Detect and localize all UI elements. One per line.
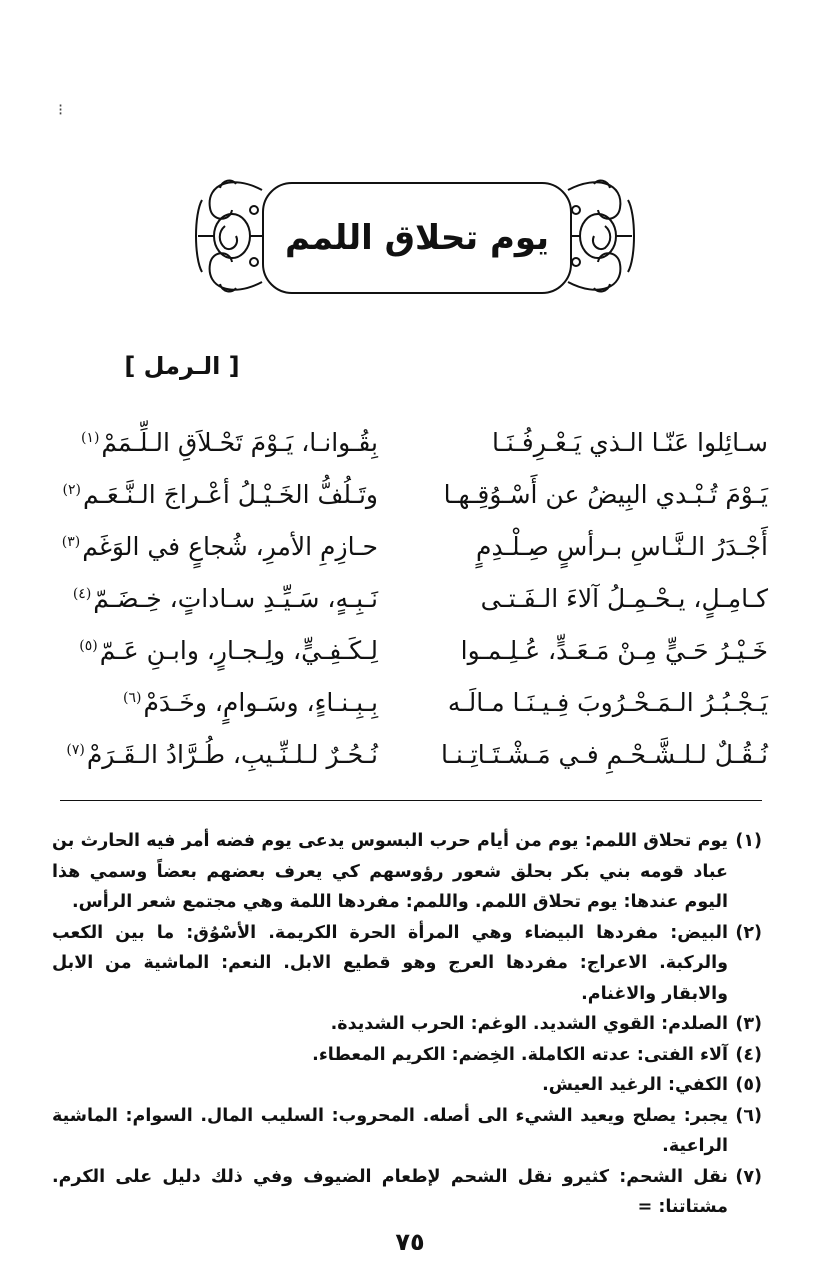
verse [48, 532, 768, 584]
footnote-text: الصلدم: القوي الشديد. الوغم: الحرب الشديدة. [330, 1014, 728, 1034]
verse-first-hemistich: يَـجْـبُـرُ الـمَـحْـرُوبَ فِـيـنَـا مـالَـه [447, 688, 768, 717]
footnote-text: نقل الشحم: كثيرو نقل الشحم لإطعام الضيوف وفي ذلك دليل على الكرم. مشتاتنا: = [52, 1166, 728, 1217]
hemistich-text: نَـبِـهٍ، سَـيِّـدِ سـاداتٍ، خِـضَـمّ [93, 584, 378, 613]
hemistich-text: لِـكَـفِـيٍّ، ولِـجـارٍ، وابـنِ عَـمّ [99, 636, 378, 665]
footnote-text: الكفي: الرغيد العيش. [542, 1075, 728, 1095]
verse [48, 584, 768, 636]
verse-first-hemistich: سـائِلوا عَنّـا الـذي يَـعْـرِفُـنَـا [491, 428, 768, 457]
verse [48, 428, 768, 480]
verse-second-hemistich [48, 584, 378, 613]
verse-second-hemistich [48, 532, 378, 561]
footnote-text: يجبر: يصلح ويعيد الشيء الى أصله. المحروب: السليب المال. السوام: الماشية الراعية. [52, 1105, 728, 1156]
verse [48, 688, 768, 740]
footnote-marker: (١) [80, 429, 100, 446]
hemistich-text: بِـبِـنـاءٍ، وسَـوامٍ، وخَـدَمْ [143, 688, 378, 717]
footnote-marker: (٥) [79, 637, 98, 654]
footnote-marker: (٧) [66, 741, 85, 758]
footnote-text: يوم تحلاق اللمم: يوم من أيام حرب البسوس يدعى يوم فضه أمر فيه الحارث بن عباد قومه بني بكر بحلق شعور رؤوسهم كي يعرف بعضهم بعضاً وسمي هذا اليوم عندها: يوم تحلاق اللمم. واللمم: مفردها اللمة وهي مجتمع شعر الرأس. [52, 831, 728, 912]
footnote-divider [60, 800, 762, 801]
footnote-marker: (٢) [62, 481, 81, 498]
hemistich-text: وتَـلُفُّ الخَـيْـلُ أعْـراجَ الـنَّـعَـم [82, 480, 378, 509]
verse-second-hemistich [48, 636, 378, 665]
footnote-marker: (٦) [122, 689, 142, 706]
footnote-marker: (٤) [72, 585, 92, 602]
poem-title: يوم تحلاق اللمم [285, 218, 549, 258]
page-number: ٧٥ [395, 1228, 425, 1256]
footnote [52, 918, 762, 1010]
footnote-number: (٣) [735, 1014, 762, 1034]
footnote-number: (٢) [735, 922, 762, 943]
footnote [52, 1040, 762, 1071]
left-ornament-icon [192, 170, 272, 302]
footnote [52, 1009, 762, 1040]
footnote-number: (٤) [735, 1044, 762, 1065]
title-cartouche [192, 160, 638, 310]
verse-first-hemistich: كـامِـلٍ، يـحْـمِـلُ آلاءَ الـفَـتـى [480, 584, 768, 613]
footnote-number: (٥) [735, 1075, 762, 1095]
footnote-number: (١) [735, 831, 762, 851]
footnote-number: (٦) [735, 1105, 762, 1126]
footnotes [52, 826, 762, 1223]
verse-first-hemistich: خَـيْـرُ حَـيٍّ مِـنْ مَـعَـدٍّ، عُـلِـمـوا [460, 636, 768, 665]
footnote [52, 1070, 762, 1101]
verse-first-hemistich: أَجْـدَرُ الـنَّـاسِ بـرأسٍ صِـلْـدِمٍ [476, 532, 768, 561]
footnote [52, 826, 762, 918]
footnote-text: آلاء الفتى: عدته الكاملة. الخِضم: الكريم المعطاء. [312, 1044, 728, 1065]
verse [48, 740, 768, 792]
footnote-text: البيض: مفردها البيضاء وهي المرأة الحرة الكريمة. الأسْوُق: ما بين الكعب والركبة. الاعراج: مفردها العرج وهو قطيع الابل. النعم: الماشية من الابل والابقار والاغنام. [52, 922, 728, 1004]
scan-speck: ⁝ [58, 100, 64, 119]
verse-second-hemistich [48, 480, 378, 509]
footnote [52, 1162, 762, 1223]
verse-first-hemistich: نُـقُـلٌ لـلـشَّـحْـمِ فـي مَـشْـتَـاتِـنـا [440, 740, 768, 769]
poem [48, 428, 768, 792]
verse [48, 480, 768, 532]
meter-label: [ الـرمل ] [124, 352, 240, 380]
hemistich-text: نُـحُـرٌ لـلـنِّـيبِ، طُـرَّادُ الـقَـرَمْ [86, 740, 378, 769]
footnote-number: (٧) [735, 1166, 762, 1187]
footnote [52, 1101, 762, 1162]
footnote-marker: (٣) [61, 533, 81, 550]
verse-second-hemistich [48, 428, 378, 457]
verse-first-hemistich: يَـوْمَ تُـبْـدي البِيضُ عن أَسْـوُقِـهـا [443, 480, 768, 509]
verse-second-hemistich [48, 688, 378, 717]
verse-second-hemistich [48, 740, 378, 769]
verse [48, 636, 768, 688]
hemistich-text: حـازِمِ الأمرِ، شُجاعٍ في الوَغَم [82, 532, 378, 561]
hemistich-text: بِقُـوانـا، يَـوْمَ تَحْـلاَقِ الـلِّـمَمْ [101, 428, 378, 457]
